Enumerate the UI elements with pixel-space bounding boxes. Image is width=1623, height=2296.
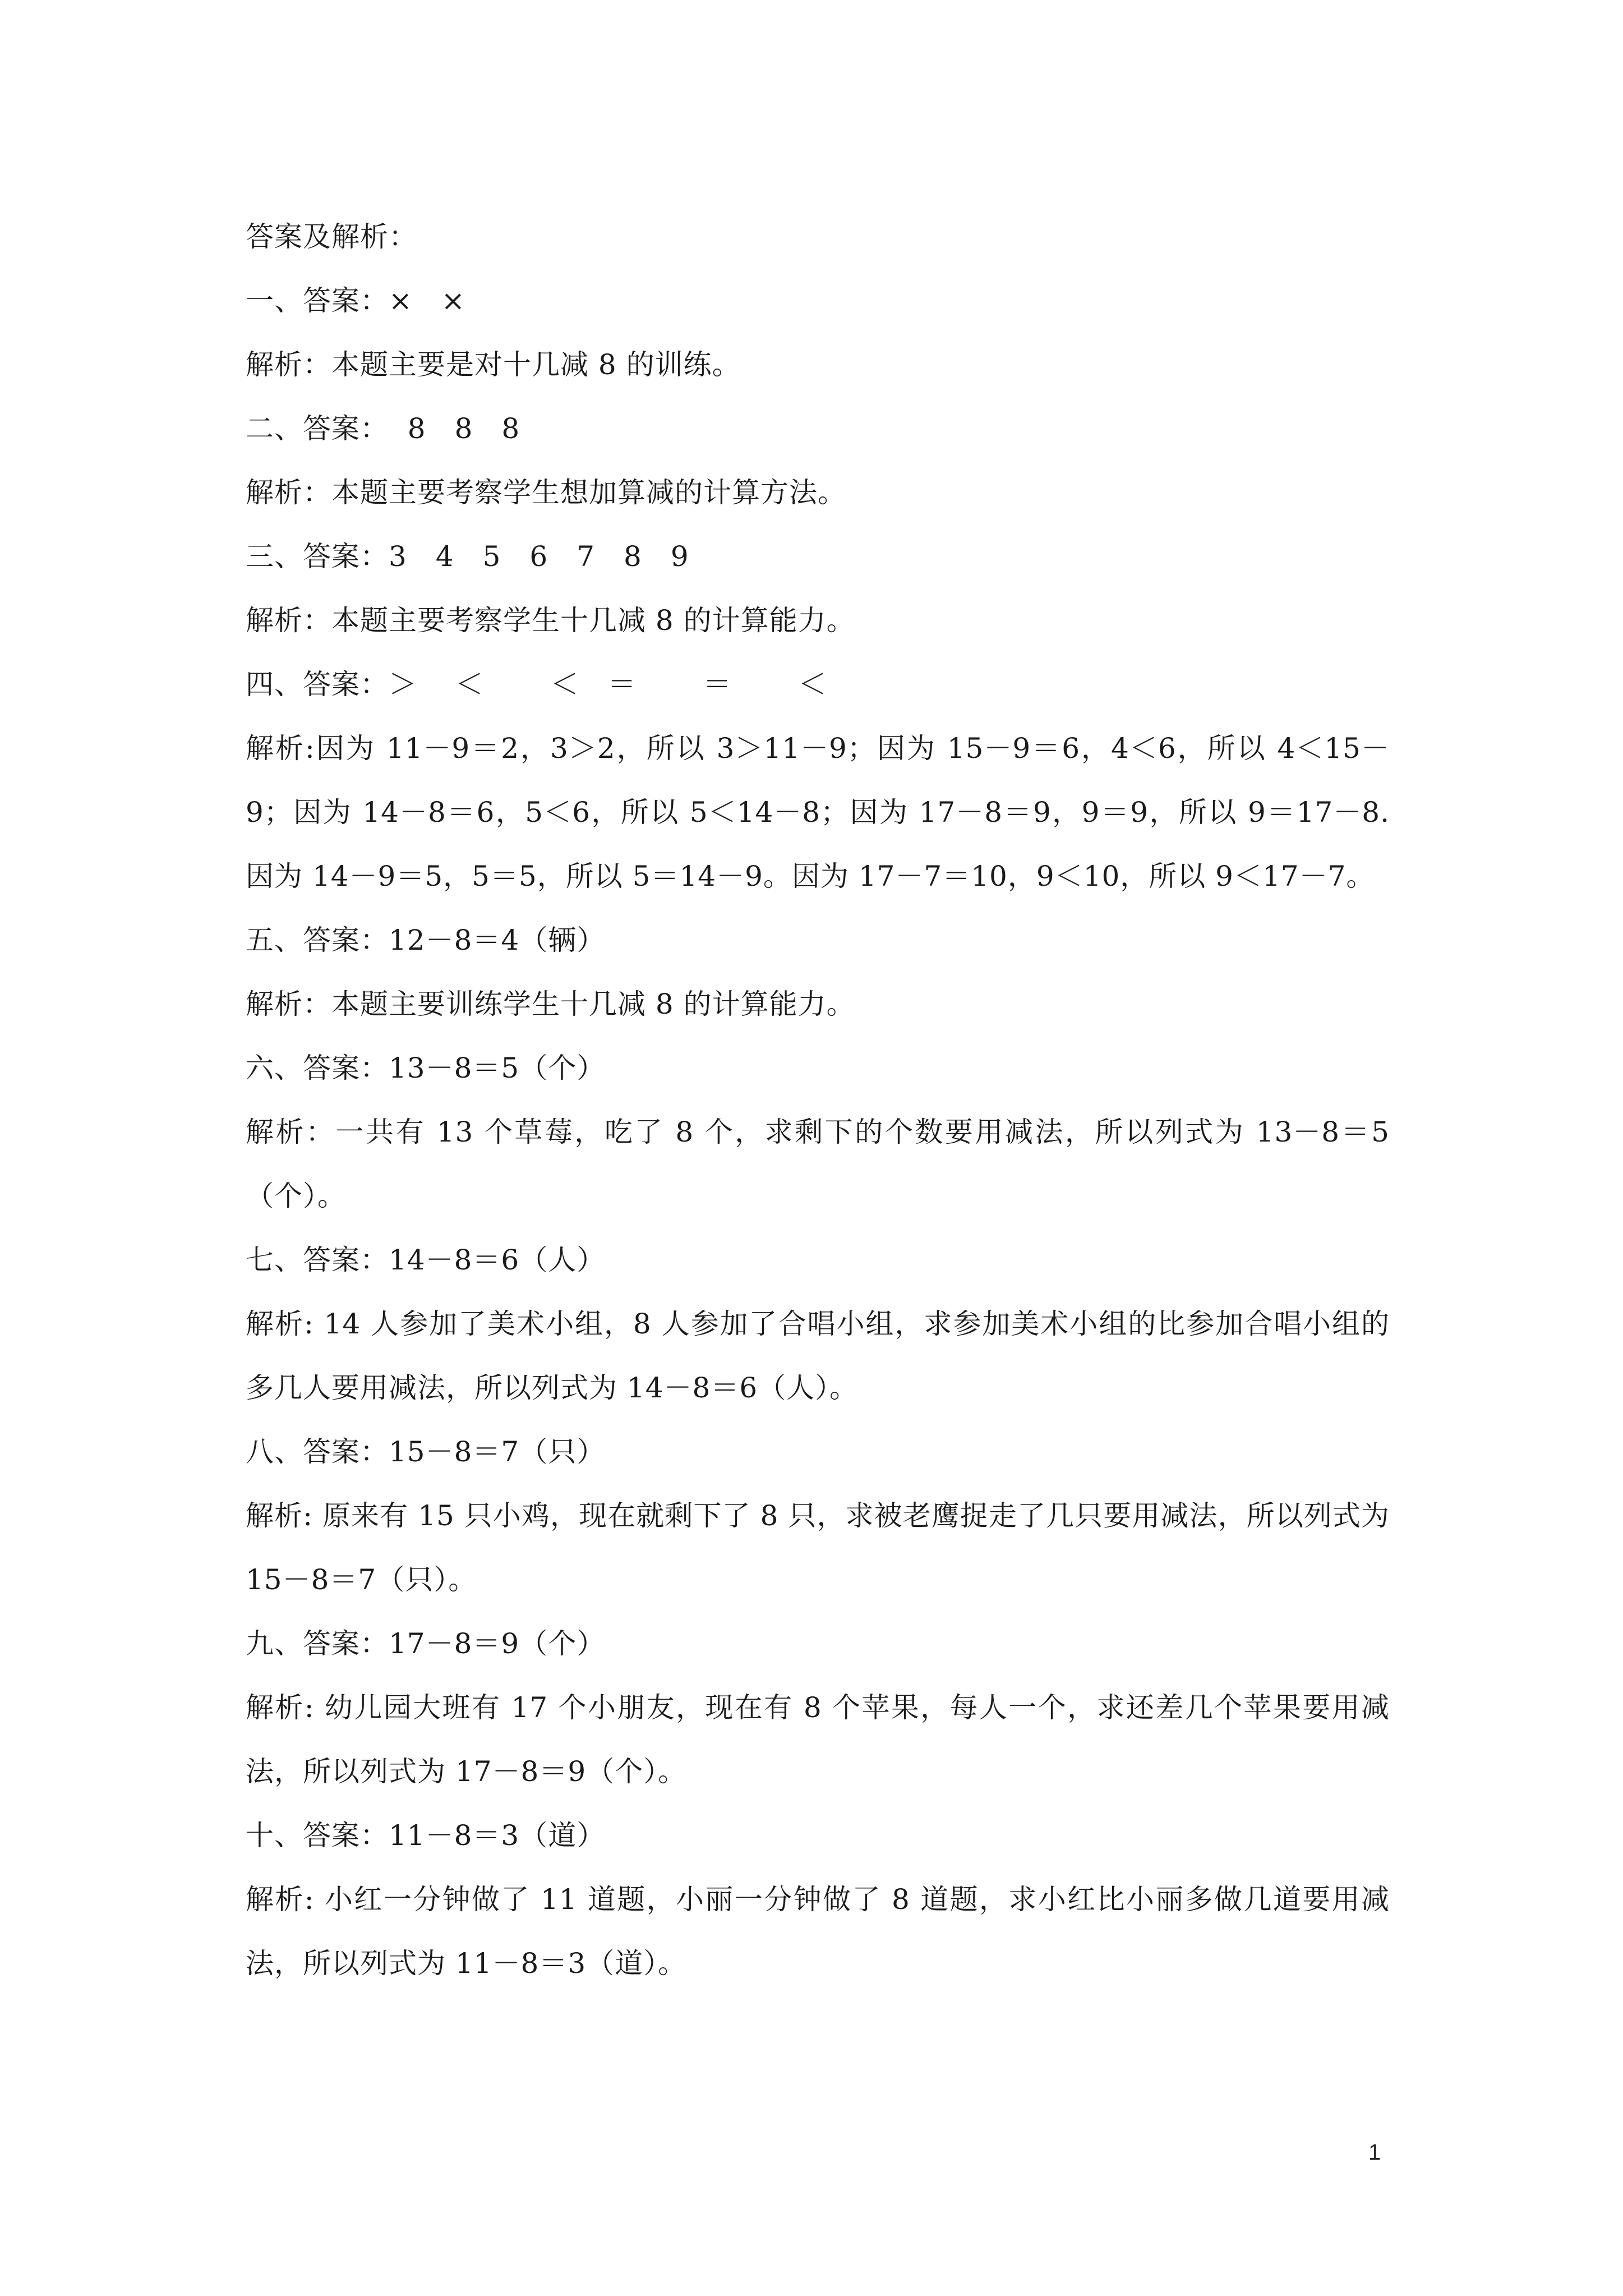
answers-content <box>246 205 1390 1995</box>
answer-8: 八、答案：15－8＝7（只） <box>246 1435 606 1468</box>
analysis-3: 解析：本题主要考察学生十几减 8 的计算能力。 <box>246 604 855 637</box>
answer-2: 二、答案： 8 8 8 <box>246 412 520 445</box>
answer-5: 五、答案：12－8＝4（辆） <box>246 924 606 956</box>
analysis-5: 解析：本题主要训练学生十几减 8 的计算能力。 <box>246 988 855 1020</box>
analysis-8: 解析: 原来有 15 只小鸡，现在就剩下了 8 只，求被老鹰捉走了几只要用减法，所以列式为 15－8＝7（只）。 <box>246 1499 1390 1596</box>
analysis-2: 解析：本题主要考察学生想加算减的计算方法。 <box>246 476 846 509</box>
analysis-10: 解析: 小红一分钟做了 11 道题，小丽一分钟做了 8 道题，求小红比小丽多做几道要用减法，所以列式为 11－8＝3（道）。 <box>246 1883 1390 1980</box>
answer-10: 十、答案：11－8＝3（道） <box>246 1819 606 1852</box>
answer-3: 三、答案：3 4 5 6 7 8 9 <box>246 540 689 573</box>
analysis-9: 解析: 幼儿园大班有 17 个小朋友，现在有 8 个苹果，每人一个，求还差几个苹果要用减法，所以列式为 17－8＝9（个）。 <box>246 1691 1390 1788</box>
answer-9: 九、答案：17－8＝9（个） <box>246 1627 606 1660</box>
analysis-1: 解析：本题主要是对十几减 8 的训练。 <box>246 348 741 381</box>
analysis-4: 解析:因为 11－9＝2，3＞2，所以 3＞11－9；因为 15－9＝6，4＜6，所以 4＜15－9；因为 14－8＝6，5＜6，所以 5＜14－8；因为 17－8＝9，9＝9，所以 9＝17－8.因为 14－9＝5，5＝5，所以 5＝14－9。因为 17－7＝10，9＜10，所以 9＜17－7。 <box>246 732 1390 892</box>
answer-1: 一、答案：× × <box>246 284 465 317</box>
page-number: 1 <box>1368 2140 1381 2165</box>
answer-7: 七、答案：14－8＝6（人） <box>246 1244 606 1276</box>
heading: 答案及解析： <box>246 220 417 253</box>
analysis-6: 解析：一共有 13 个草莓，吃了 8 个，求剩下的个数要用减法，所以列式为 13－8＝5（个）。 <box>246 1116 1390 1212</box>
answer-6: 六、答案：13－8＝5（个） <box>246 1052 606 1084</box>
answer-4: 四、答案：＞ ＜ ＜ ＝ ＝ ＜ <box>246 668 827 701</box>
analysis-7: 解析: 14 人参加了美术小组，8 人参加了合唱小组，求参加美术小组的比参加合唱小组的多几人要用减法，所以列式为 14－8＝6（人）。 <box>246 1308 1390 1404</box>
